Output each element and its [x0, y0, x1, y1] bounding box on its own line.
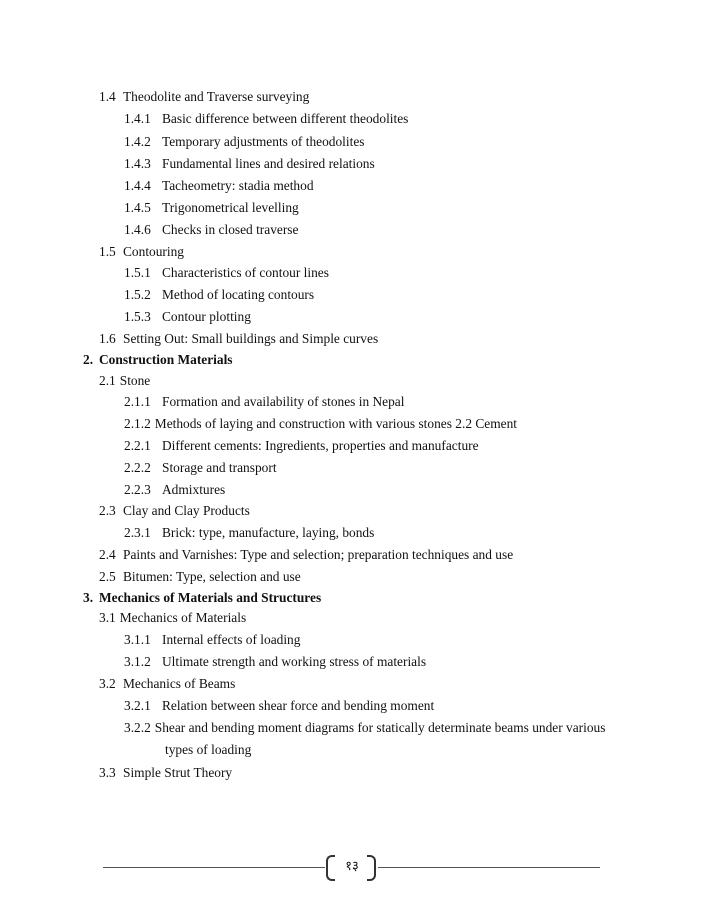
section-title: Mechanics of Materials and Structures — [99, 590, 322, 605]
outline-text: Brick: type, manufacture, laying, bonds — [162, 525, 375, 540]
footer-rule-right — [378, 867, 600, 868]
outline-text: Setting Out: Small buildings and Simple curves — [123, 331, 379, 346]
outline-item-2-2-2 — [124, 460, 277, 476]
outline-item-3-2-2 — [124, 720, 605, 736]
outline-number: 3.2 — [99, 676, 116, 691]
outline-number: 2.2.1 — [124, 438, 151, 453]
outline-number: 1.4.2 — [124, 134, 151, 149]
outline-number: 2.2.2 — [124, 460, 151, 475]
outline-number: 1.4.5 — [124, 200, 151, 215]
outline-number: 1.5.3 — [124, 309, 151, 324]
outline-text: Checks in closed traverse — [162, 222, 299, 237]
outline-text: Trigonometrical levelling — [162, 200, 299, 215]
outline-number: 3.1.2 — [124, 654, 151, 669]
outline-text: Mechanics of Beams — [123, 676, 236, 691]
outline-number: 2.1.1 — [124, 394, 151, 409]
outline-number: 2.1 — [99, 373, 116, 388]
outline-text: Mechanics of Materials — [119, 610, 247, 625]
outline-text: Ultimate strength and working stress of materials — [162, 654, 427, 669]
outline-number: 1.4.6 — [124, 222, 151, 237]
outline-number: 2.2.3 — [124, 482, 151, 497]
outline-text: Temporary adjustments of theodolites — [162, 134, 365, 149]
outline-number: 2.1.2 — [124, 416, 151, 431]
outline-text: Bitumen: Type, selection and use — [123, 569, 301, 584]
outline-text: Relation between shear force and bending moment — [162, 698, 435, 713]
outline-item-3-2-1 — [124, 698, 434, 714]
outline-text: Shear and bending moment diagrams for statically determinate beams under various — [154, 720, 606, 735]
outline-number: 1.5.1 — [124, 265, 151, 280]
outline-text: Simple Strut Theory — [123, 765, 233, 780]
outline-item-2-2-3 — [124, 482, 225, 498]
outline-number: 3.3 — [99, 765, 116, 780]
footer-rule-left — [103, 867, 325, 868]
outline-item-2-1-2 — [124, 416, 517, 432]
outline-text: Contouring — [123, 244, 185, 259]
outline-text: Basic difference between different theodolites — [162, 111, 409, 126]
outline-text: Clay and Clay Products — [123, 503, 250, 518]
outline-number: 1.5 — [99, 244, 116, 259]
outline-item-1-6 — [99, 331, 378, 347]
outline-text: Formation and availability of stones in Nepal — [162, 394, 405, 409]
outline-item-1-5-1 — [124, 265, 329, 281]
outline-number: 1.4.3 — [124, 156, 151, 171]
outline-text: Stone — [119, 373, 151, 388]
outline-text: Method of locating contours — [162, 287, 315, 302]
outline-number: 1.4 — [99, 89, 116, 104]
outline-item-3-2 — [99, 676, 235, 692]
section-heading-mechanics — [83, 590, 321, 606]
page-number: १३ — [345, 859, 359, 874]
outline-item-3-1-1 — [124, 632, 300, 648]
outline-number: 1.6 — [99, 331, 116, 346]
section-number: 3. — [83, 590, 94, 605]
section-number: 2. — [83, 352, 94, 367]
outline-number: 3.1.1 — [124, 632, 151, 647]
outline-item-2-4 — [99, 547, 513, 563]
outline-text-continuation: types of loading — [165, 742, 252, 757]
outline-item-3-2-2-continuation — [165, 742, 251, 758]
outline-number: 1.5.2 — [124, 287, 151, 302]
outline-number: 2.5 — [99, 569, 116, 584]
outline-text: Characteristics of contour lines — [162, 265, 329, 280]
outline-text: Admixtures — [162, 482, 226, 497]
outline-text: Contour plotting — [162, 309, 251, 324]
outline-item-1-5 — [99, 244, 184, 260]
outline-item-1-4-3 — [124, 156, 375, 172]
outline-item-3-1 — [99, 610, 246, 626]
outline-text: Paints and Varnishes: Type and selection; preparation techniques and use — [123, 547, 514, 562]
outline-number: 3.2.2 — [124, 720, 151, 735]
outline-number: 2.3.1 — [124, 525, 151, 540]
outline-item-2-1-1 — [124, 394, 404, 410]
outline-item-2-2-1 — [124, 438, 479, 454]
outline-item-1-5-2 — [124, 287, 314, 303]
outline-text: Tacheometry: stadia method — [162, 178, 314, 193]
outline-item-1-5-3 — [124, 309, 251, 325]
outline-item-2-3-1 — [124, 525, 374, 541]
outline-item-1-4-5 — [124, 200, 299, 216]
outline-text: Methods of laying and construction with various stones 2.2 Cement — [154, 416, 518, 431]
outline-number: 2.4 — [99, 547, 116, 562]
footer-bracket-left — [326, 855, 335, 881]
outline-text: Different cements: Ingredients, properties and manufacture — [162, 438, 479, 453]
outline-number: 2.3 — [99, 503, 116, 518]
outline-item-1-4-1 — [124, 111, 408, 127]
outline-item-1-4-4 — [124, 178, 314, 194]
outline-item-1-4-6 — [124, 222, 298, 238]
outline-item-2-3 — [99, 503, 250, 519]
outline-item-3-3 — [99, 765, 232, 781]
section-heading-construction-materials — [83, 352, 233, 368]
outline-number: 3.1 — [99, 610, 116, 625]
outline-item-1-4-2 — [124, 134, 364, 150]
outline-item-1-4 — [99, 89, 309, 105]
outline-text: Fundamental lines and desired relations — [162, 156, 375, 171]
outline-text: Theodolite and Traverse surveying — [123, 89, 310, 104]
section-title: Construction Materials — [99, 352, 233, 367]
outline-number: 1.4.1 — [124, 111, 151, 126]
footer-bracket-right — [367, 855, 376, 881]
outline-number: 3.2.1 — [124, 698, 151, 713]
outline-number: 1.4.4 — [124, 178, 151, 193]
outline-text: Storage and transport — [162, 460, 277, 475]
outline-item-2-1 — [99, 373, 150, 389]
outline-item-3-1-2 — [124, 654, 426, 670]
outline-item-2-5 — [99, 569, 301, 585]
outline-text: Internal effects of loading — [162, 632, 301, 647]
